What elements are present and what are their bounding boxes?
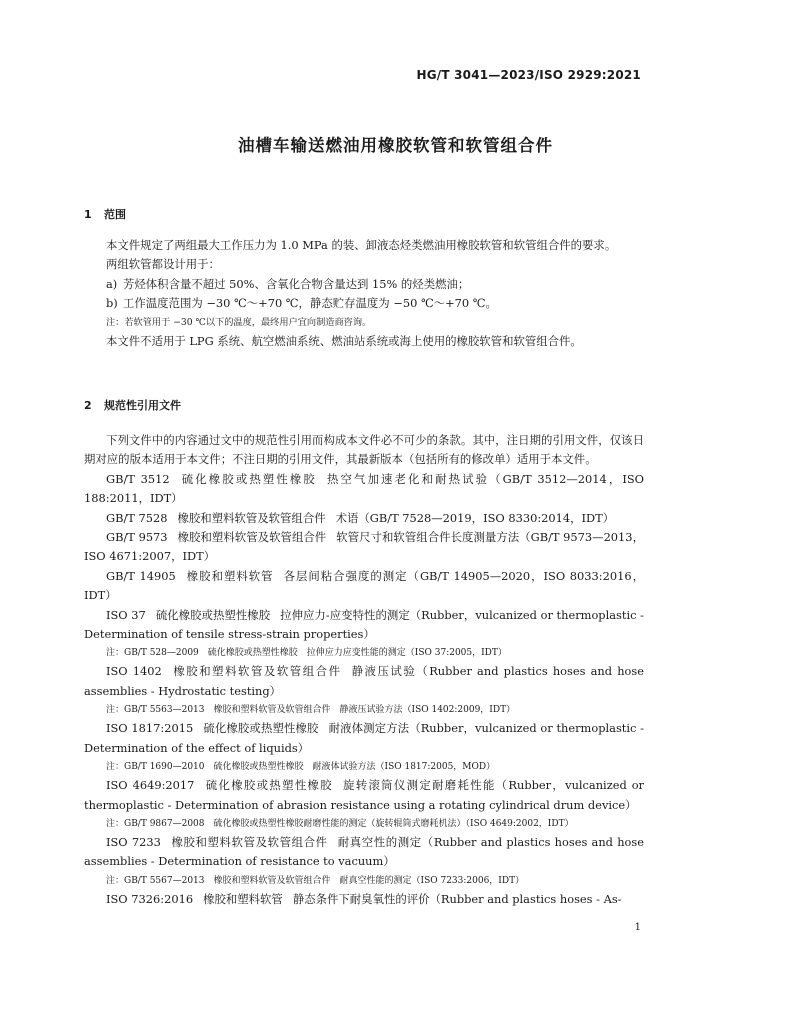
- list-item: a) 芳烃体积含量不超过 50%、含氧化合物含量达到 15% 的烃类燃油；: [106, 276, 470, 291]
- page-number: 1: [634, 922, 641, 933]
- section-title: 规范性引用文件: [104, 399, 181, 412]
- reference-entry: ISO 37 硫化橡胶或热塑性橡胶 拉伸应力-应变特性的测定（Rubber，vulcanized or thermoplastic - Determination of tensile stress-strain properties）: [84, 607, 644, 642]
- section-number: 1: [84, 208, 92, 221]
- note: 注：若软管用于 −30 ℃以下的温度，最终用户宜向制造商咨询。: [106, 316, 372, 328]
- reference-entry: GB/T 9573 橡胶和塑料软管及软管组合件 软管尺寸和软管组合件长度测量方法（GB/T 9573—2013，ISO 4671:2007，IDT）: [84, 530, 644, 564]
- reference-note: 注：GB/T 9867—2008 硫化橡胶或热塑性橡胶耐磨性能的测定（旋转辊筒式磨耗机法）（ISO 4649:2002，IDT）: [106, 818, 574, 829]
- reference-note: 注：GB/T 528—2009 硫化橡胶或热塑性橡胶 拉伸应力应变性能的测定（ISO 37:2005，IDT）: [106, 648, 507, 659]
- paragraph: 本文件规定了两组最大工作压力为 1.0 MPa 的装、卸液态烃类燃油用橡胶软管和软管组合件的要求。: [106, 238, 617, 252]
- reference-entry: GB/T 7528 橡胶和塑料软管及软管组合件 术语（GB/T 7528—2019，ISO 8330:2014，IDT）: [106, 510, 615, 525]
- reference-entry: ISO 4649:2017 硫化橡胶或热塑性橡胶 旋转滚筒仪测定耐磨耗性能（Rubber，vulcanized or thermoplastic - Determination of abrasion resistance using a rotating cylindrical drum device）: [84, 778, 644, 812]
- list-item: b) 工作温度范围为 −30 ℃～+70 ℃，静态贮存温度为 −50 ℃～+70 ℃。: [106, 296, 497, 311]
- paragraph: 下列文件中的内容通过文中的规范性引用而构成本文件必不可少的条款。其中，注日期的引用文件，仅该日期对应的版本适用于本文件；不注日期的引用文件，其最新版本（包括所有的修改单）适用于本文件。: [84, 433, 644, 467]
- section-1-heading: [84, 206, 126, 222]
- paragraph: 本文件不适用于 LPG 系统、航空燃油系统、燃油站系统或海上使用的橡胶软管和软管组合件。: [106, 333, 582, 348]
- reference-note: 注：GB/T 5563—2013 橡胶和塑料软管及软管组合件 静液压试验方法（ISO 1402:2009，IDT）: [106, 705, 516, 716]
- document-title: 油槽车输送燃油用橡胶软管和软管组合件: [238, 136, 553, 155]
- paragraph: 两组软管都设计用于：: [106, 257, 220, 272]
- reference-entry: ISO 7233 橡胶和塑料软管及软管组合件 耐真空性的测定（Rubber and plastics hoses and hose assemblies - Determination of resistance to vacuum）: [84, 834, 644, 869]
- section-2-heading: [84, 397, 181, 413]
- section-title: 范围: [104, 208, 126, 221]
- reference-entry: ISO 7326:2016 橡胶和塑料软管 静态条件下耐臭氧性的评价（Rubber and plastics hoses - As-: [106, 891, 622, 906]
- reference-note: 注：GB/T 5567—2013 橡胶和塑料软管及软管组合件 耐真空性能的测定（ISO 7233:2006，IDT）: [106, 875, 525, 886]
- section-2-body: [84, 431, 644, 909]
- reference-note: 注：GB/T 1690—2010 硫化橡胶或热塑性橡胶 耐液体试验方法（ISO 1817:2005，MOD）: [106, 762, 496, 773]
- section-1-body: [84, 236, 644, 351]
- section-number: 2: [84, 399, 92, 412]
- reference-entry: GB/T 14905 橡胶和塑料软管 各层间粘合强度的测定（GB/T 14905—2020，ISO 8033:2016，IDT）: [84, 568, 644, 603]
- reference-entry: GB/T 3512 硫化橡胶或热塑性橡胶 热空气加速老化和耐热试验（GB/T 3512—2014，ISO 188:2011，IDT）: [84, 471, 644, 506]
- reference-entry: ISO 1817:2015 硫化橡胶或热塑性橡胶 耐液体测定方法（Rubber，vulcanized or thermoplastic - Determination of the effect of liquids）: [84, 721, 644, 755]
- standard-code: HG/T 3041—2023/ISO 2929:2021: [416, 68, 641, 82]
- reference-entry: ISO 1402 橡胶和塑料软管及软管组合件 静液压试验（Rubber and plastics hoses and hose assemblies - Hydrostatic testing）: [84, 664, 644, 698]
